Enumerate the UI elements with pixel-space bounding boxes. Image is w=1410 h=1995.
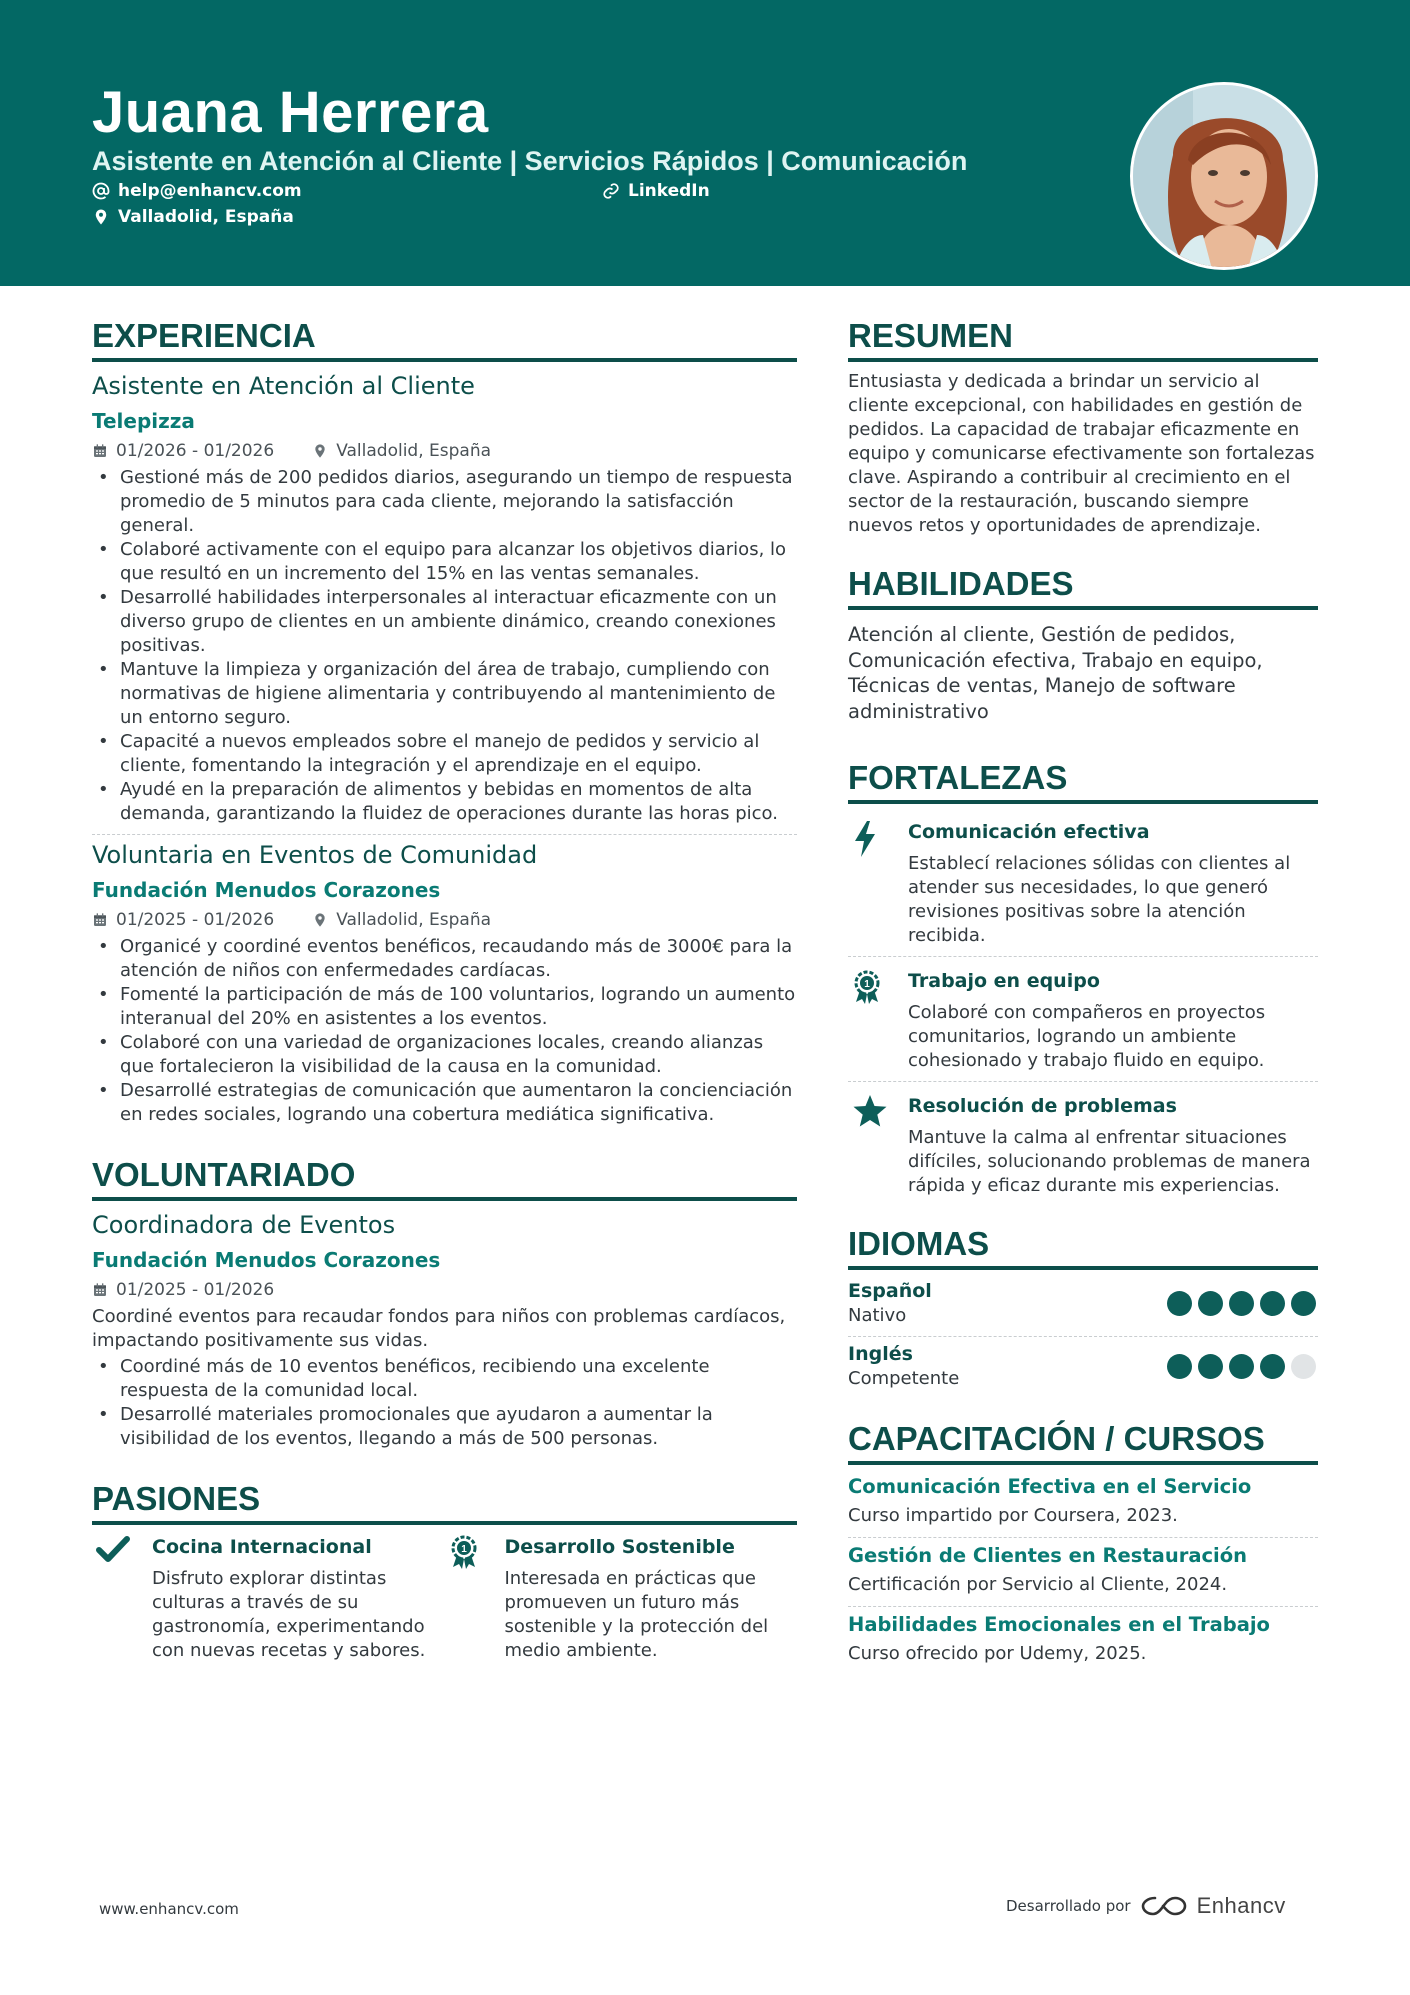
languages-section-title: IDIOMAS [848,1224,1318,1270]
job-meta [92,907,797,933]
lightning-bolt-icon [852,820,878,858]
language-level: Competente [848,1368,960,1389]
strengths-section-title: FORTALEZAS [848,758,1318,804]
resume-header [0,0,1410,286]
volunteer-role: Coordinadora de Eventos [92,1211,396,1239]
course-desc: Certificación por Servicio al Cliente, 2024. [848,1574,1228,1595]
passion-desc: Disfruto explorar distintas culturas a través de su gastronomía, experimentando con nuevas recetas y sabores. [152,1568,426,1661]
job-dates: 01/2025 - 01/2026 [116,910,275,930]
enhancv-brand-text: Enhancv [1196,1893,1286,1918]
language-item [848,1341,1318,1391]
footer-branding [1006,1893,1286,1919]
rating-dot-filled [1260,1354,1285,1379]
calendar-icon [92,912,108,928]
passion-title: Cocina Internacional [152,1536,372,1558]
volunteering-section-title: VOLUNTARIADO [92,1155,797,1201]
email-text: help@enhancv.com [118,181,302,201]
volunteer-dates: 01/2025 - 01/2026 [116,1280,275,1300]
language-name: Inglés [848,1343,913,1365]
summary-section-title: RESUMEN [848,316,1318,362]
rating-dot-filled [1198,1291,1223,1316]
right-column [848,316,1318,1667]
linkedin-link[interactable] [602,179,710,203]
footer-website[interactable]: www.enhancv.com [99,1900,239,1918]
strength-item [848,1086,1318,1198]
location-contact [92,205,294,229]
rating-dot-filled [1229,1291,1254,1316]
volunteer-meta [92,1277,797,1303]
strength-title: Resolución de problemas [908,1095,1177,1117]
bullet-item: • Fomenté la participación de más de 100 voluntarios, logrando un aumento interanual del 20% en asistentes a los eventos. [92,983,797,1031]
strength-item [848,961,1318,1073]
award-ribbon-icon [449,1535,479,1569]
calendar-icon [92,443,108,459]
calendar-icon [92,1282,108,1298]
divider [848,1081,1318,1082]
bullet-item: • Desarrollé habilidades interpersonales al interactuar eficazmente con un diverso grupo de clientes en un ambiente dinámico, creando conexiones positivas. [92,586,797,658]
job-bullets [92,466,797,826]
candidate-name: Juana Herrera [92,80,489,145]
volunteering-entry [92,1209,797,1451]
rating-dot-filled [1167,1291,1192,1316]
job-bullets [92,935,797,1127]
job-company: Telepizza [92,409,195,433]
strength-desc: Mantuve la calma al enfrentar situaciones difíciles, solucionando problemas de manera rápida y eficaz durante mis experiencias. [908,1127,1311,1196]
divider [848,1537,1318,1538]
rating-dot-filled [1198,1354,1223,1379]
passion-desc: Interesada en prácticas que promueven un futuro más sostenible y la protección del medio ambiente. [504,1568,769,1661]
location-pin-icon [312,443,328,459]
divider [92,834,797,835]
bullet-item: • Capacité a nuevos empleados sobre el manejo de pedidos y servicio al cliente, fomentando la integración y el aprendizaje en el equipo. [92,730,797,778]
job-company: Fundación Menudos Corazones [92,878,441,902]
bullet-item: • Coordiné más de 10 eventos benéficos, recibiendo una excelente respuesta de la comunidad local. [92,1355,797,1403]
profile-photo [1130,82,1318,270]
rating-dot-empty [1291,1354,1316,1379]
candidate-headline: Asistente en Atención al Cliente | Servicios Rápidos | Comunicación [92,146,968,176]
rating-dot-filled [1291,1291,1316,1316]
course-item [848,1611,1318,1667]
job-role: Asistente en Atención al Cliente [92,372,475,400]
volunteer-company: Fundación Menudos Corazones [92,1248,441,1272]
experience-entry [92,370,797,826]
bullet-item: • Gestioné más de 200 pedidos diarios, asegurando un tiempo de respuesta promedio de 5 minutos para cada cliente, mejorando la satisfacción general. [92,466,797,538]
strength-title: Trabajo en equipo [908,970,1100,992]
linkedin-text: LinkedIn [628,181,710,201]
rating-dot-filled [1260,1291,1285,1316]
bullet-item: • Ayudé en la preparación de alimentos y bebidas en momentos de alta demanda, garantizando la fluidez de operaciones durante las horas pico. [92,778,797,826]
location-pin-icon [92,208,110,226]
language-level: Nativo [848,1305,907,1326]
divider [848,1606,1318,1607]
volunteer-summary: Coordiné eventos para recaudar fondos para niños con problemas cardíacos, impactando positivamente sus vidas. [92,1306,786,1351]
language-rating [1167,1354,1316,1379]
job-meta [92,438,797,464]
experience-entry [92,839,797,1127]
language-name: Español [848,1280,932,1302]
award-ribbon-icon [852,969,882,1005]
course-title: Habilidades Emocionales en el Trabajo [848,1613,1270,1636]
job-dates: 01/2026 - 01/2026 [116,441,275,461]
left-column [92,316,797,1663]
svg-text:1: 1 [460,1544,467,1555]
course-desc: Curso impartido por Coursera, 2023. [848,1505,1178,1526]
passion-item [445,1533,798,1663]
summary-text: Entusiasta y dedicada a brindar un servicio al cliente excepcional, con habilidades en gestión de pedidos. La capacidad de trabajar eficazmente en equipo y comunicarse efectivamente son fortalezas clave. Aspirando a contribuir al crecimiento en el sector de la restauración, buscando siempre nuevos retos y oportunidades de aprendizaje. [848,371,1315,536]
bullet-item: • Colaboré con una variedad de organizaciones locales, creando alianzas que fortalecieron la visibilidad de la causa en la comunidad. [92,1031,797,1079]
enhancv-logo-icon [1141,1894,1187,1918]
job-location: Valladolid, España [336,910,492,930]
experience-section-title: EXPERIENCIA [92,316,797,362]
job-role: Voluntaria en Eventos de Comunidad [92,841,538,869]
skills-section-title: HABILIDADES [848,564,1318,610]
checkmark-icon [96,1535,130,1565]
passion-title: Desarrollo Sostenible [504,1536,735,1558]
courses-section-title: CAPACITACIÓN / CURSOS [848,1419,1318,1465]
course-title: Gestión de Clientes en Restauración [848,1544,1248,1567]
skills-text: Atención al cliente, Gestión de pedidos, Comunicación efectiva, Trabajo en equipo, Técnicas de ventas, Manejo de software administrativo [848,623,1263,723]
at-sign-icon [92,182,110,200]
course-item [848,1473,1318,1529]
link-icon [602,182,620,200]
course-item [848,1542,1318,1598]
strength-item [848,812,1318,948]
divider [848,1336,1318,1337]
rating-dot-filled [1229,1354,1254,1379]
volunteer-bullets [92,1355,797,1451]
course-desc: Curso ofrecido por Udemy, 2025. [848,1643,1147,1664]
powered-by-text: Desarrollado por [1006,1897,1131,1915]
passions-section-title: PASIONES [92,1479,797,1525]
location-pin-icon [312,912,328,928]
star-icon [852,1094,888,1128]
job-location: Valladolid, España [336,441,492,461]
svg-text:1: 1 [864,979,870,990]
strength-desc: Establecí relaciones sólidas con clientes al atender sus necesidades, lo que generó revisiones positivas sobre la atención recibida. [908,853,1291,946]
bullet-item: • Organicé y coordiné eventos benéficos, recaudando más de 3000€ para la atención de niños con enfermedades cardíacas. [92,935,797,983]
strength-desc: Colaboré con compañeros en proyectos comunitarios, logrando un ambiente cohesionado y trabajo fluido en equipo. [908,1002,1266,1071]
portrait-illustration [1133,85,1318,270]
strength-title: Comunicación efectiva [908,821,1150,843]
bullet-item: • Colaboré activamente con el equipo para alcanzar los objetivos diarios, lo que resultó en un incremento del 15% en las ventas semanales. [92,538,797,586]
email-contact[interactable] [92,179,302,203]
passions-list [92,1533,797,1663]
language-rating [1167,1291,1316,1316]
bullet-item: • Mantuve la limpieza y organización del área de trabajo, cumpliendo con normativas de higiene alimentaria y contribuyendo al mantenimiento de un entorno seguro. [92,658,797,730]
rating-dot-filled [1167,1354,1192,1379]
course-title: Comunicación Efectiva en el Servicio [848,1475,1252,1498]
passion-item [92,1533,445,1663]
bullet-item: • Desarrollé estrategias de comunicación que aumentaron la concienciación en redes sociales, logrando una cobertura mediática significativa. [92,1079,797,1127]
location-text: Valladolid, España [118,207,294,227]
language-item [848,1278,1318,1328]
divider [848,956,1318,957]
bullet-item: • Desarrollé materiales promocionales que ayudaron a aumentar la visibilidad de los eventos, llegando a más de 500 personas. [92,1403,797,1451]
